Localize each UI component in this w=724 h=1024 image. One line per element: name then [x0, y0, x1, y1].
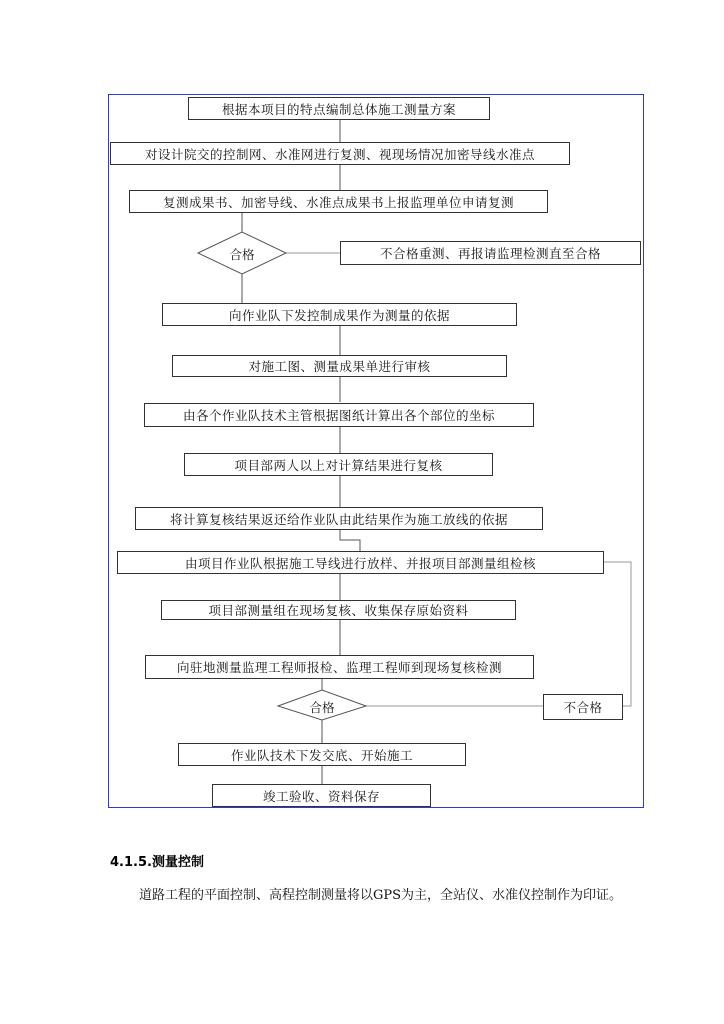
step-9-box — [117, 551, 604, 574]
step-7-text: 项目部两人以上对计算结果进行复核 — [234, 457, 443, 473]
step-13-box — [212, 784, 431, 807]
step-6-text: 由各个作业队技术主管根据图纸计算出各个部位的坐标 — [182, 408, 495, 423]
step-12-text: 作业队技术下发交底、开始施工 — [230, 747, 413, 763]
step-2-text: 对设计院交的控制网、水准网进行复测、视现场情况加密导线水准点 — [144, 146, 535, 162]
connector-line — [340, 530, 360, 551]
step-10-text: 项目部测量组在现场复核、收集保存原始资料 — [208, 603, 469, 618]
step-13-text: 竣工验收、资料保存 — [262, 788, 380, 804]
step-2-box — [110, 142, 570, 165]
section-paragraph — [110, 880, 630, 911]
step-1-text: 根据本项目的特点编制总体施工测量方案 — [221, 101, 456, 117]
step-8-text: 将计算复核结果返还给作业队由此结果作为施工放线的依据 — [169, 511, 508, 527]
fail-2-text: 不合格 — [563, 700, 603, 715]
decision-2-label: 合格 — [309, 700, 335, 715]
step-4-box — [162, 303, 517, 326]
section-heading: 4.1.5.测量控制 — [110, 855, 204, 870]
step-12-box — [178, 743, 466, 766]
step-11-box — [145, 655, 534, 679]
step-8-box — [135, 507, 543, 530]
fail-1-text: 不合格重测、再报请监理检测直至合格 — [379, 246, 601, 261]
step-3-box — [129, 190, 548, 213]
step-6-box — [144, 403, 534, 427]
step-10-box — [161, 600, 516, 620]
step-7-box — [184, 453, 493, 476]
connector-line — [604, 562, 631, 706]
step-9-text: 由项目作业队根据施工导线进行放样、并报项目部测量组检核 — [184, 555, 536, 571]
step-5-box — [172, 355, 507, 377]
step-3-text: 复测成果书、加密导线、水准点成果书上报监理单位申请复测 — [162, 194, 514, 210]
step-1-box — [188, 97, 490, 120]
step-4-text: 向作业队下发控制成果作为测量的依据 — [228, 307, 450, 323]
fail-2-box — [543, 694, 623, 720]
decision-1-label: 合格 — [229, 247, 255, 262]
step-11-text: 向驻地测量监理工程师报检、监理工程师到现场复核检测 — [176, 660, 502, 675]
paragraph-text: 道路工程的平面控制、高程控制测量将以GPS为主，全站仪、水准仪控制作为印证。 — [139, 888, 623, 903]
step-5-text: 对施工图、测量成果单进行审核 — [248, 359, 431, 374]
fail-1-box — [340, 241, 641, 265]
